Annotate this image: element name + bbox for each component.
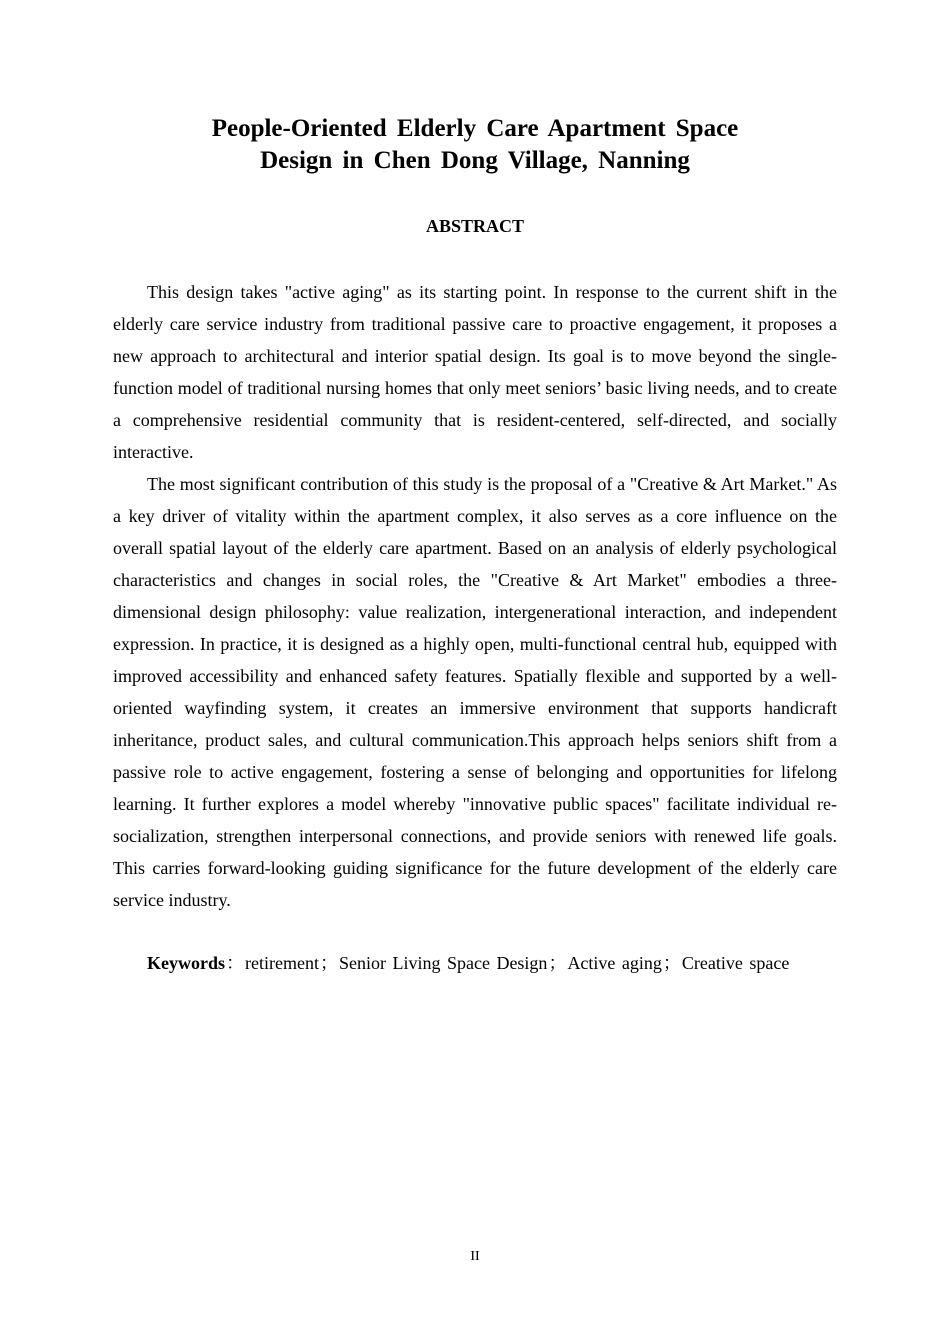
keyword-item: Active aging (567, 953, 662, 973)
keyword-item: Creative space (681, 953, 790, 973)
keyword-item: retirement (245, 953, 319, 973)
keywords-label-separator: ： (226, 953, 244, 973)
abstract-body (113, 276, 837, 916)
abstract-paragraph-1: This design takes "active aging" as its starting point. In response to the current shift in the elderly care service industry from traditional passive care to proactive engagement, it proposes a new approach to architectural and interior spatial design. Its goal is to move beyond the single-function model of traditional nursing homes that only meet seniors’ basic living needs, and to create a comprehensive residential community that is resident-centered, self-directed, and socially interactive. (113, 282, 837, 462)
abstract-heading: ABSTRACT (425, 216, 525, 236)
keywords-line (113, 947, 837, 979)
keyword-separator: ； (548, 953, 567, 973)
keyword-separator: ； (319, 953, 338, 973)
abstract-paragraph-2: The most significant contribution of this study is the proposal of a "Creative & Art Market." As a key driver of vitality within the apartment complex, it also serves as a core influence on the overall spatial layout of the elderly care apartment. Based on an analysis of elderly psychological characteristics and changes in social roles, the "Creative & Art Market" embodies a three-dimensional design philosophy: value realization, intergenerational interaction, and independent expression. In practice, it is designed as a highly open, multi-functional central hub, equipped with improved accessibility and enhanced safety features. Spatially flexible and supported by a well-oriented wayfinding system, it creates an immersive environment that supports handicraft inheritance, product sales, and cultural communication.This approach helps seniors shift from a passive role to active engagement, fostering a sense of belonging and opportunities for lifelong learning. It further explores a model whereby "innovative public spaces" facilitate individual re-socialization, strengthen interpersonal connections, and provide seniors with renewed life goals. This carries forward-looking guiding significance for the future development of the elderly care service industry. (113, 474, 837, 910)
page-number: II (470, 1249, 480, 1264)
paper-title (150, 113, 800, 177)
keyword-item: Senior Living Space Design (338, 953, 548, 973)
paper-title-line-1: People-Oriented Elderly Care Apartment Space (211, 115, 739, 142)
keyword-separator: ； (662, 953, 681, 973)
keywords-label: Keywords (147, 953, 225, 973)
paper-title-line-2: Design in Chen Dong Village, Nanning (260, 147, 690, 174)
